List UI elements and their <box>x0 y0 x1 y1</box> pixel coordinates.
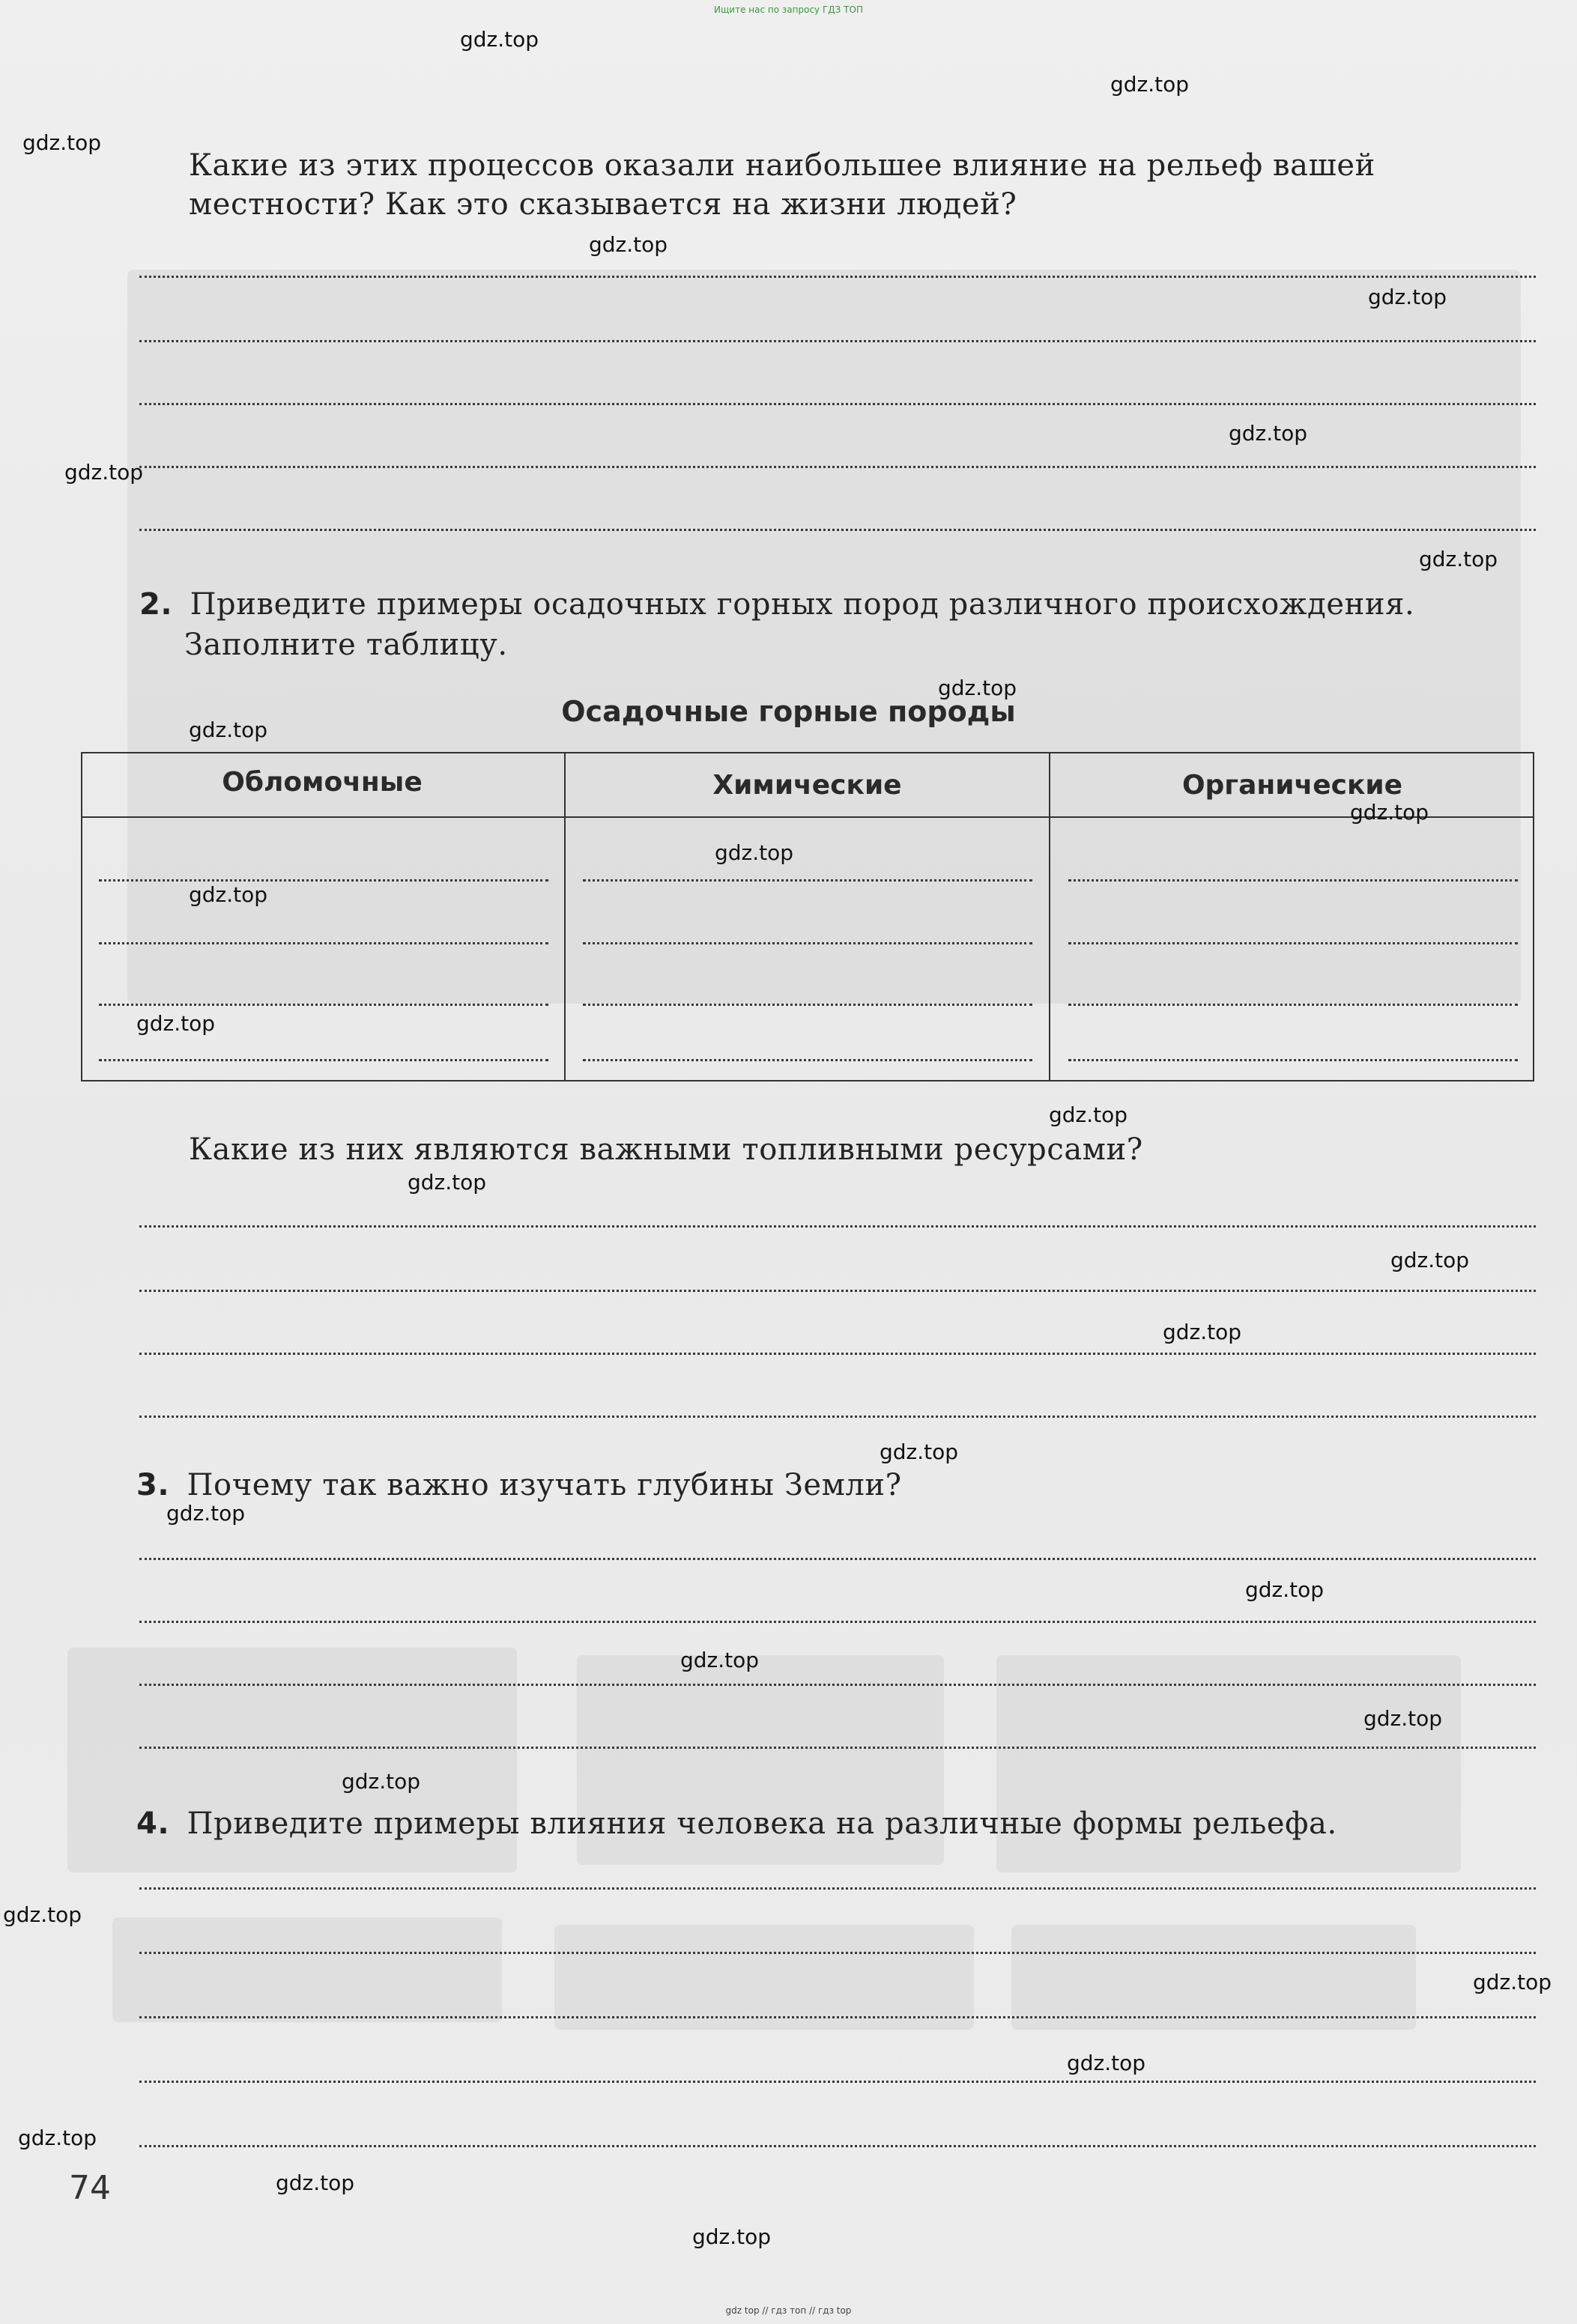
answer-line[interactable] <box>139 466 1536 468</box>
question-2-line-1 <box>139 583 1414 626</box>
watermark: gdz.top <box>1368 285 1447 309</box>
watermark: gdz.top <box>938 676 1017 700</box>
table-answer-line[interactable] <box>99 879 548 882</box>
answer-line[interactable] <box>139 1621 1536 1623</box>
column-divider <box>564 753 566 1080</box>
watermark: gdz.top <box>1350 800 1429 825</box>
bottom-note: gdz top // гдз топ // гдз top <box>725 2305 852 2316</box>
table-answer-line[interactable] <box>99 1004 548 1006</box>
watermark: gdz.top <box>715 840 794 865</box>
table-answer-line[interactable] <box>1068 942 1518 944</box>
show-through-block <box>554 1925 974 2030</box>
watermark: gdz.top <box>136 1011 216 1036</box>
watermark: gdz.top <box>3 1902 82 1927</box>
watermark: gdz.top <box>1163 1320 1242 1344</box>
watermark: gdz.top <box>1390 1248 1470 1272</box>
table-answer-line[interactable] <box>1068 1059 1518 1061</box>
watermark: gdz.top <box>680 1648 760 1672</box>
top-note: Ищите нас по запросу ГДЗ ТОП <box>714 4 863 15</box>
answer-line[interactable] <box>139 2016 1536 2018</box>
answer-line[interactable] <box>139 276 1536 278</box>
answer-line[interactable] <box>139 1747 1536 1749</box>
answer-line[interactable] <box>139 1558 1536 1560</box>
watermark: gdz.top <box>589 232 668 257</box>
table-answer-line[interactable] <box>1068 1004 1518 1006</box>
table-answer-line[interactable] <box>583 942 1032 944</box>
column-header-organic: Органические <box>1181 770 1403 801</box>
answer-line[interactable] <box>139 1225 1536 1228</box>
answer-line[interactable] <box>139 2081 1536 2083</box>
table-answer-line[interactable] <box>583 879 1032 882</box>
answer-line[interactable] <box>139 403 1536 405</box>
answer-line[interactable] <box>139 1684 1536 1686</box>
question-4 <box>136 1802 1337 1845</box>
watermark: gdz.top <box>22 130 102 155</box>
header-divider <box>82 816 1533 818</box>
question-4-text: Приведите примеры влияния человека на различные формы рельефа. <box>187 1806 1337 1841</box>
watermark: gdz.top <box>408 1170 487 1195</box>
question-2-line-2: Заполните таблицу. <box>184 628 508 662</box>
watermark: gdz.top <box>880 1439 959 1464</box>
table-caption: Осадочные горные породы <box>561 695 1016 728</box>
watermark: gdz.top <box>1419 547 1498 571</box>
question-2-text: Приведите примеры осадочных горных пород различного происхождения. <box>190 587 1415 622</box>
watermark: gdz.top <box>1049 1102 1128 1127</box>
watermark: gdz.top <box>189 882 268 907</box>
question-3-text: Почему так важно изучать глубины Земли? <box>187 1468 902 1502</box>
question-3 <box>136 1463 902 1507</box>
question-1-line-2: местности? Как это сказывается на жизни людей? <box>189 187 1017 222</box>
table-answer-line[interactable] <box>99 1059 548 1061</box>
table-answer-line[interactable] <box>1068 879 1518 882</box>
table-answer-line[interactable] <box>99 942 548 944</box>
fuel-resources-question: Какие из них являются важными топливными ресурсами? <box>189 1132 1143 1167</box>
answer-line[interactable] <box>139 1416 1536 1418</box>
column-header-chemical: Химические <box>712 770 902 801</box>
show-through-block <box>112 1917 502 2022</box>
answer-line[interactable] <box>139 529 1536 531</box>
watermark: gdz.top <box>1110 72 1190 97</box>
table-answer-line[interactable] <box>583 1059 1032 1061</box>
watermark: gdz.top <box>189 717 268 742</box>
question-3-number: 3. <box>136 1468 170 1502</box>
watermark: gdz.top <box>1473 1970 1552 1994</box>
answer-line[interactable] <box>139 1887 1536 1890</box>
watermark: gdz.top <box>64 460 144 485</box>
question-1-line-1: Какие из этих процессов оказали наибольшее влияние на рельеф вашей <box>189 148 1375 183</box>
question-2-number: 2. <box>139 587 173 622</box>
column-divider <box>1049 753 1050 1080</box>
watermark: gdz.top <box>18 2126 97 2150</box>
watermark: gdz.top <box>1067 2051 1146 2075</box>
answer-line[interactable] <box>139 2145 1536 2147</box>
watermark: gdz.top <box>460 27 539 52</box>
watermark: gdz.top <box>1363 1706 1443 1731</box>
watermark: gdz.top <box>692 2224 772 2249</box>
sedimentary-rocks-table <box>81 752 1534 1081</box>
answer-line[interactable] <box>139 340 1536 342</box>
answer-line[interactable] <box>139 1353 1536 1355</box>
watermark: gdz.top <box>342 1769 421 1794</box>
watermark: gdz.top <box>276 2170 355 2195</box>
answer-line[interactable] <box>139 1290 1536 1292</box>
watermark: gdz.top <box>1229 421 1308 446</box>
show-through-block <box>1011 1925 1416 2030</box>
answer-line[interactable] <box>139 1952 1536 1954</box>
page-number: 74 <box>69 2169 111 2207</box>
table-answer-line[interactable] <box>583 1004 1032 1006</box>
watermark: gdz.top <box>166 1501 246 1526</box>
watermark: gdz.top <box>1245 1577 1325 1602</box>
question-4-number: 4. <box>136 1806 170 1841</box>
column-header-clastic: Обломочные <box>222 767 423 798</box>
